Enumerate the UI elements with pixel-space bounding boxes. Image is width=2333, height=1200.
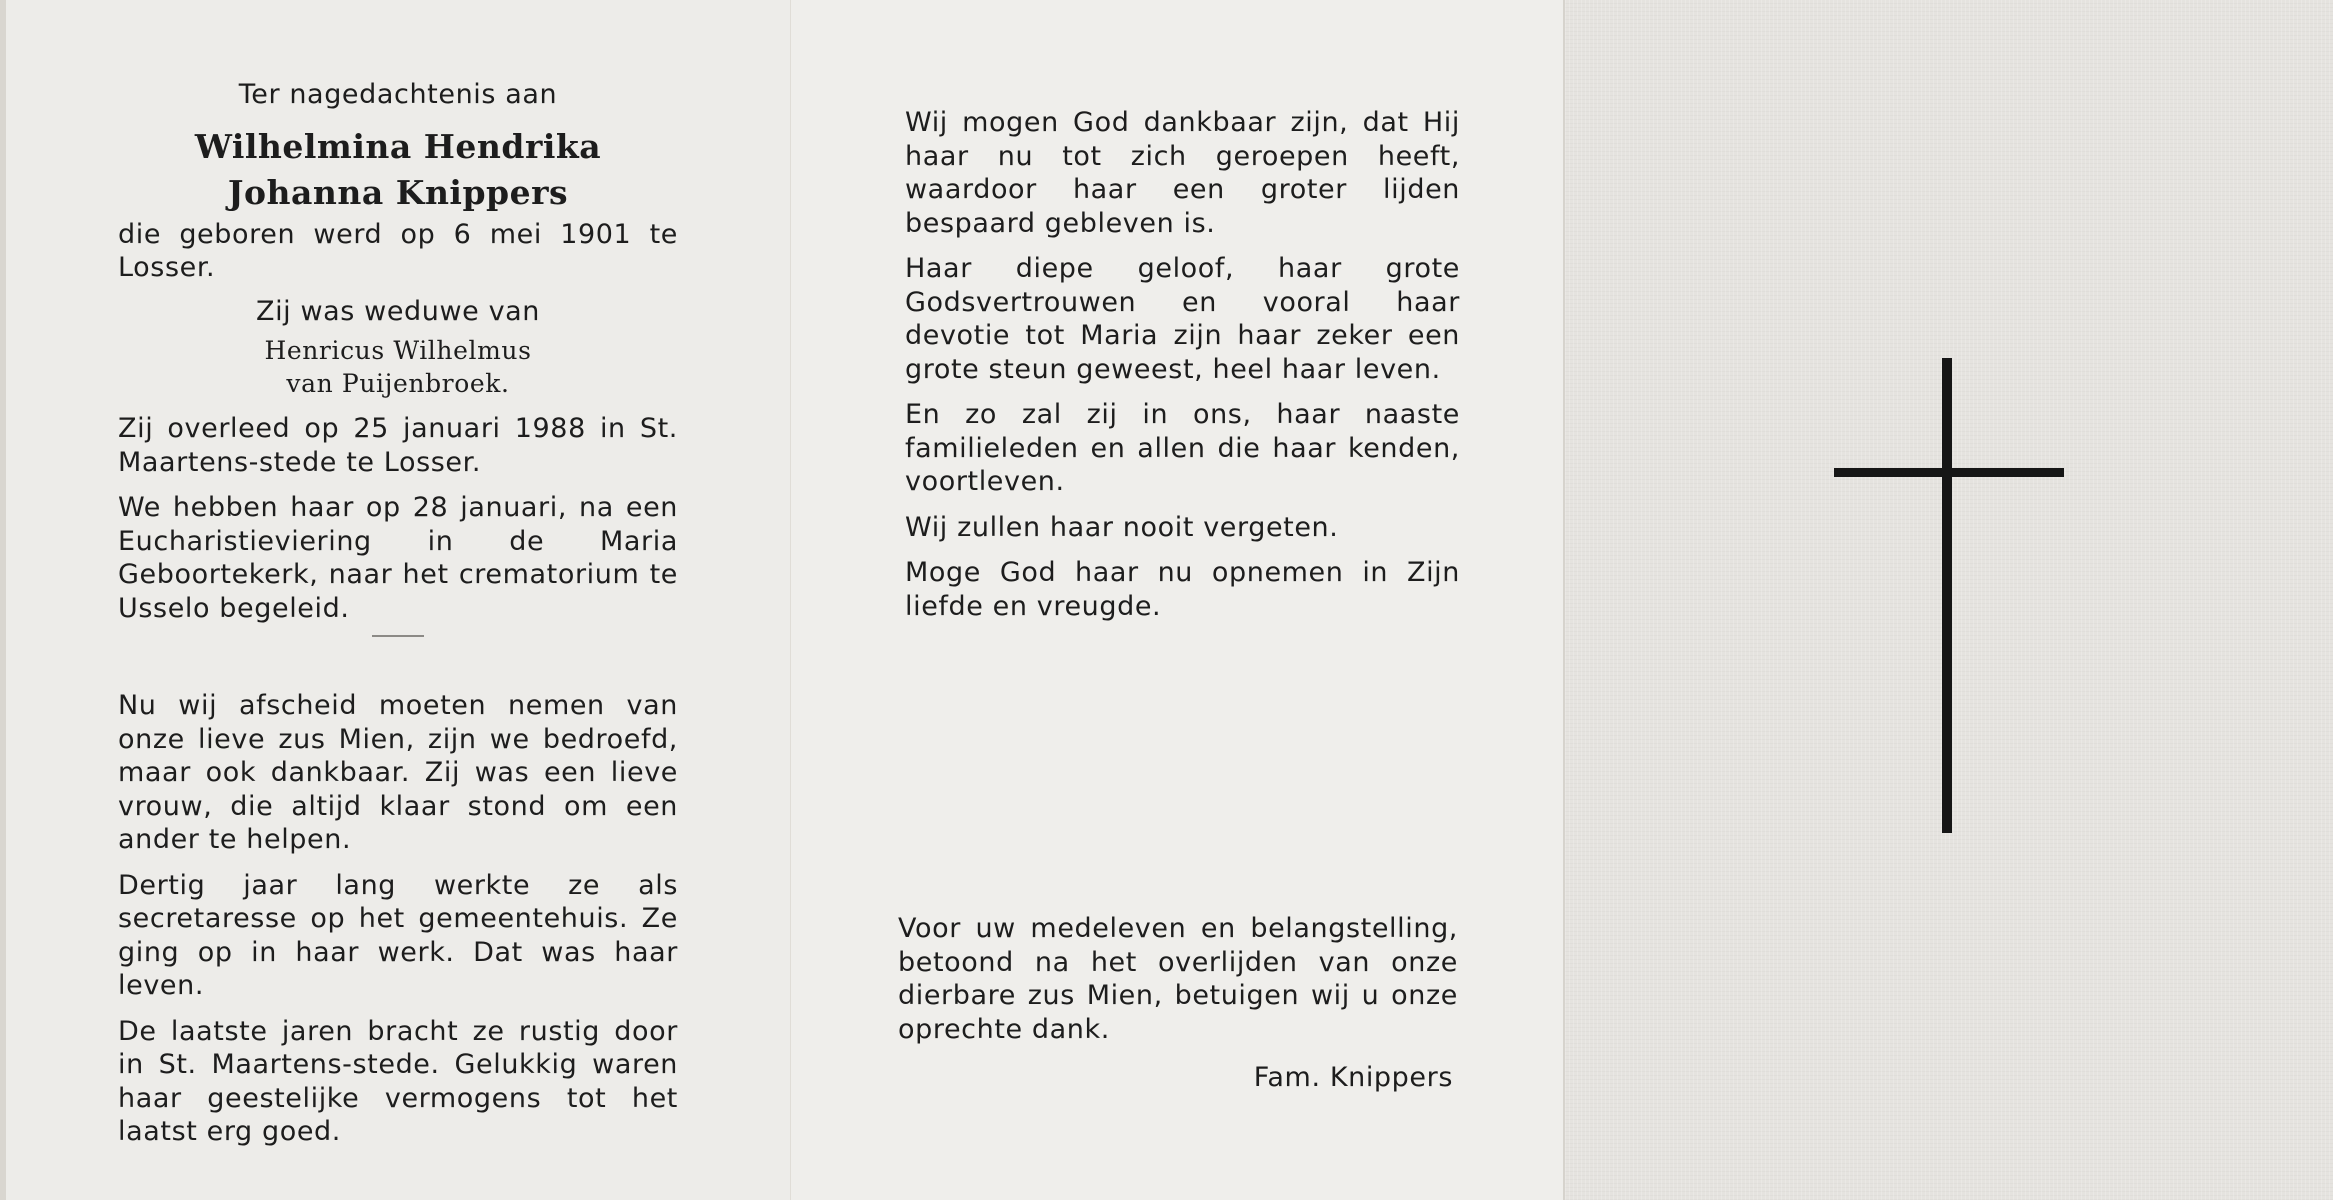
funeral-text: We hebben haar op 28 januari, na een Eucharistieviering in de Maria Geboortekerk, naar het crematorium te Usselo begeleid. (118, 492, 678, 624)
death-text: Zij overleed op 25 januari 1988 in St. Maartens-stede te Losser. (118, 413, 678, 478)
remember-text: Wij zullen haar nooit vergeten. (905, 511, 1339, 543)
left-text-column (118, 78, 678, 1149)
farewell-text: Nu wij afscheid moeten nemen van onze lieve zus Mien, zijn we bedroefd, maar ook dankbaar. Zij was een lieve vrouw, die altijd klaar stond om een ander te helpen. (118, 690, 678, 855)
cross-vertical-beam (1942, 358, 1952, 833)
spouse-name-line1: Henricus Wilhelmus (264, 336, 532, 365)
last-years-text: De laatste jaren bracht ze rustig door in St. Maartens-stede. Gelukkig waren haar geestelijke vermogens tot het laatst erg goed. (118, 1015, 678, 1147)
deceased-name-line1: Wilhelmina Hendrika (194, 126, 602, 166)
intro-text: Ter nagedachtenis aan (238, 79, 558, 110)
deceased-name-line2: Johanna Knippers (227, 172, 569, 212)
birth-text: die geboren werd op 6 mei 1901 te Losser. (118, 218, 678, 283)
middle-text-column (905, 106, 1460, 623)
prayer-text: Moge God haar nu opnemen in Zijn liefde en vreugde. (905, 557, 1460, 622)
widow-intro: Zij was weduwe van (255, 295, 541, 327)
spouse-name-line2: van Puijenbroek. (286, 369, 510, 398)
signature-text: Fam. Knippers (1253, 1062, 1453, 1093)
legacy-text: En zo zal zij in ons, haar naaste familieleden en allen die haar kenden, voortleven. (905, 399, 1460, 497)
career-text: Dertig jaar lang werkte ze als secretaresse op het gemeentehuis. Ze ging op in haar werk. Dat was haar leven. (118, 869, 678, 1001)
gratitude-text: Wij mogen God dankbaar zijn, dat Hij haar nu tot zich geroepen heeft, waardoor haar een groter lijden bespaard gebleven is. (905, 107, 1460, 239)
divider (372, 635, 424, 637)
thanks-text: Voor uw medeleven en belangstelling, betoond na het overlijden van onze dierbare zus Mien, betuigen wij u onze oprechte dank. (898, 913, 1458, 1045)
cross-icon (1834, 358, 2064, 833)
faith-text: Haar diepe geloof, haar grote Godsvertrouwen en vooral haar devotie tot Maria zijn haar zeker een grote steun geweest, heel haar leven. (905, 253, 1460, 385)
cross-horizontal-beam (1834, 468, 2064, 477)
